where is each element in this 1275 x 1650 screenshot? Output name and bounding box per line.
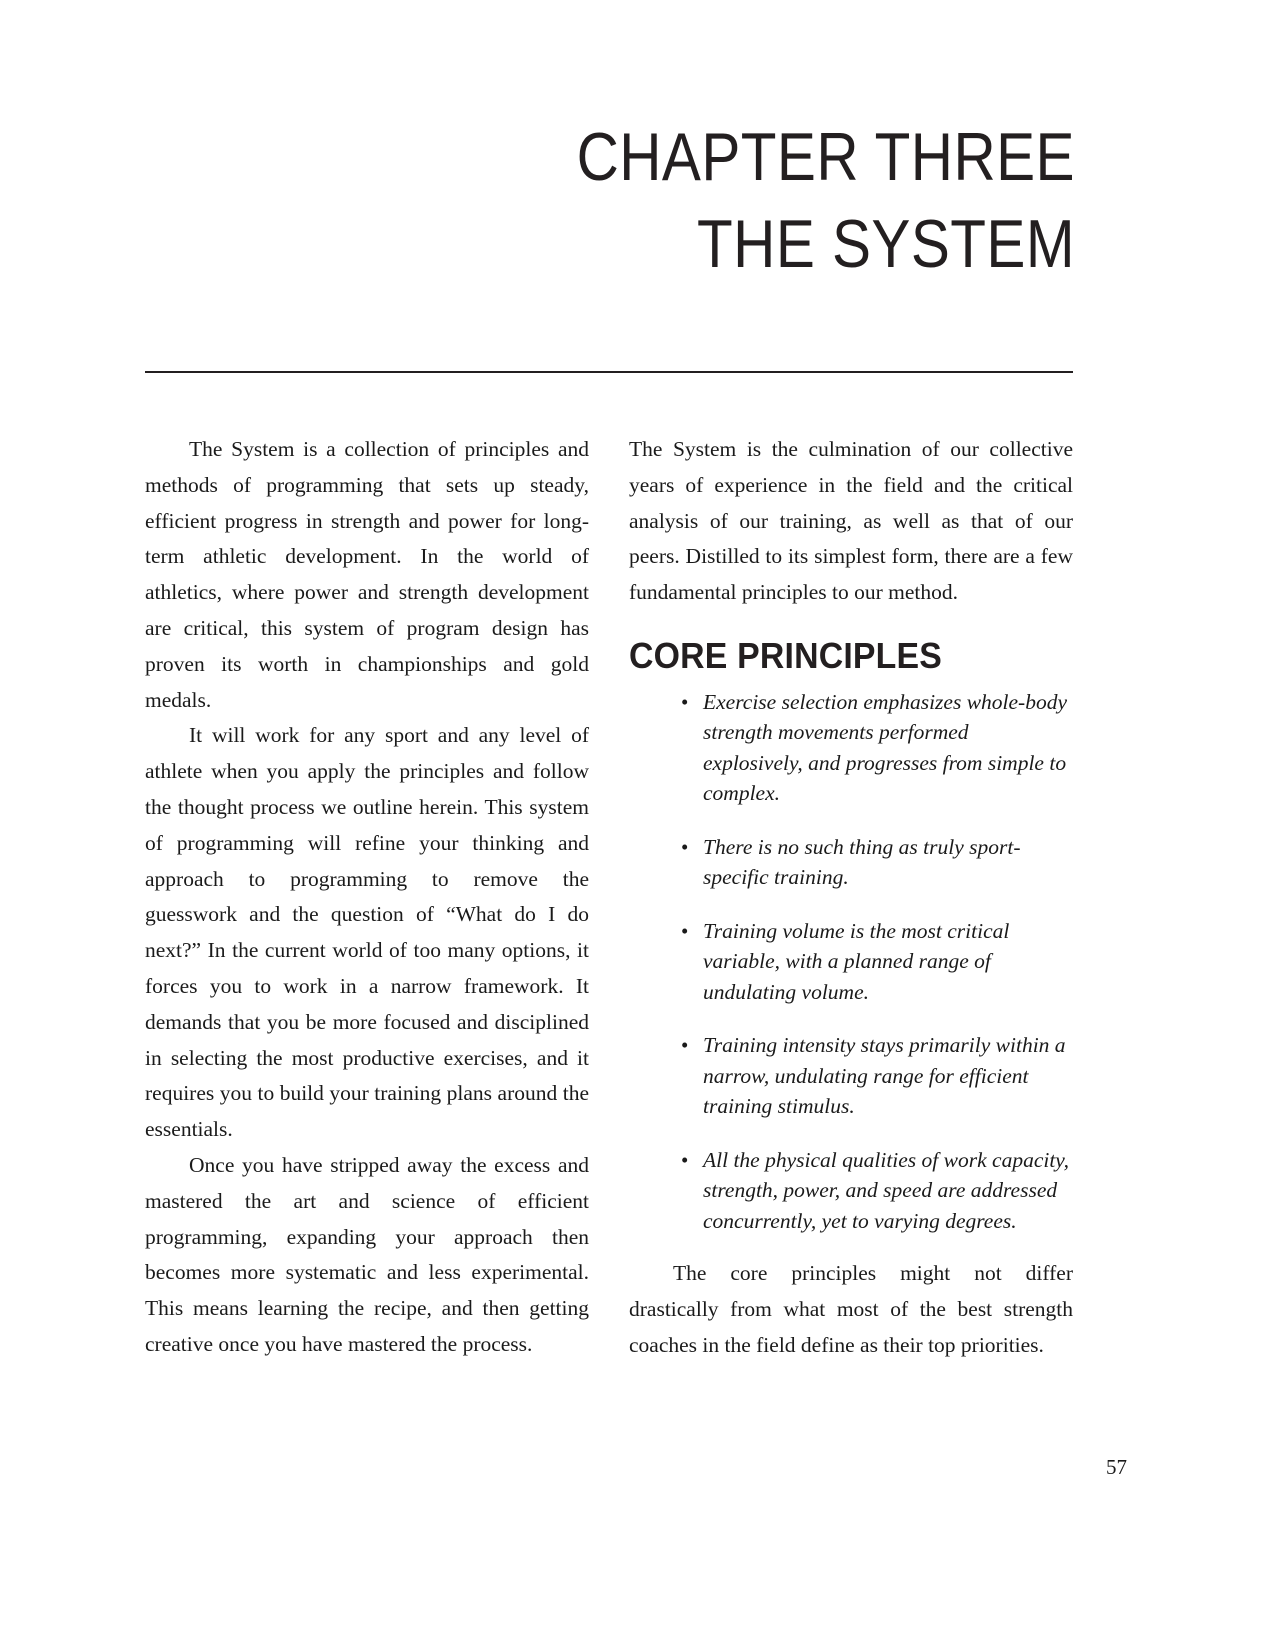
list-item-text: There is no such thing as truly sport-specific training.: [703, 834, 1021, 890]
list-item-text: All the physical qualities of work capacity, strength, power, and speed are addressed concurrently, yet to varying degrees.: [703, 1147, 1070, 1233]
right-column: [629, 432, 1073, 1364]
left-column: [145, 432, 589, 1364]
list-item: [681, 1145, 1073, 1237]
chapter-number: CHAPTER THREE: [576, 119, 1075, 195]
paragraph: The System is the culmination of our collective years of experience in the field and the critical analysis of our training, as well as that of our peers. Distilled to its simplest form, there are a few fundamental principles to our method.: [629, 437, 1073, 605]
header-divider-rule: [145, 371, 1073, 373]
bullet-icon: •: [681, 689, 689, 714]
list-item: [681, 916, 1073, 1008]
paragraph: The core principles might not differ drastically from what most of the best strength coaches in the field define as their top priorities.: [629, 1261, 1073, 1357]
list-item-text: Training volume is the most critical variable, with a planned range of undulating volume.: [703, 918, 1010, 1004]
chapter-title: THE SYSTEM: [697, 206, 1075, 283]
bullet-icon: •: [681, 834, 689, 859]
list-item-text: Training intensity stays primarily within a narrow, undulating range for efficient training stimulus.: [703, 1033, 1066, 1119]
page-number: 57: [1106, 1455, 1127, 1479]
bullet-icon: •: [681, 1033, 689, 1058]
core-principles-list: [629, 687, 1073, 1237]
paragraph: It will work for any sport and any level of athlete when you apply the principles and follow the thought process we outline herein. This system of programming will refine your thinking and approach to programming to remove the guesswork and the question of “What do I do next?” In the current world of too many options, it forces you to work in a narrow framework. It demands that you be more focused and disciplined in selecting the most productive exercises, and it requires you to build your training plans around the essentials.: [145, 723, 589, 1142]
section-heading-core-principles: CORE PRINCIPLES: [629, 634, 943, 676]
list-item: [681, 687, 1073, 809]
chapter-heading-block: [145, 119, 1075, 283]
list-item: [681, 832, 1073, 893]
bullet-icon: •: [681, 918, 689, 943]
list-item: [681, 1030, 1073, 1122]
body-columns: [145, 432, 1073, 1364]
bullet-icon: •: [681, 1147, 689, 1172]
paragraph: The System is a collection of principles and methods of programming that sets up steady, efficient progress in strength and power for long-term athletic development. In the world of athletics, where power and strength development are critical, this system of program design has proven its worth in championships and gold medals.: [145, 437, 589, 712]
paragraph: Once you have stripped away the excess and mastered the art and science of efficient programming, expanding your approach then becomes more systematic and less experimental. This means learning the recipe, and then getting creative once you have mastered the process.: [145, 1152, 589, 1356]
list-item-text: Exercise selection emphasizes whole-body strength movements performed explosively, and progresses from simple to complex.: [703, 689, 1067, 806]
